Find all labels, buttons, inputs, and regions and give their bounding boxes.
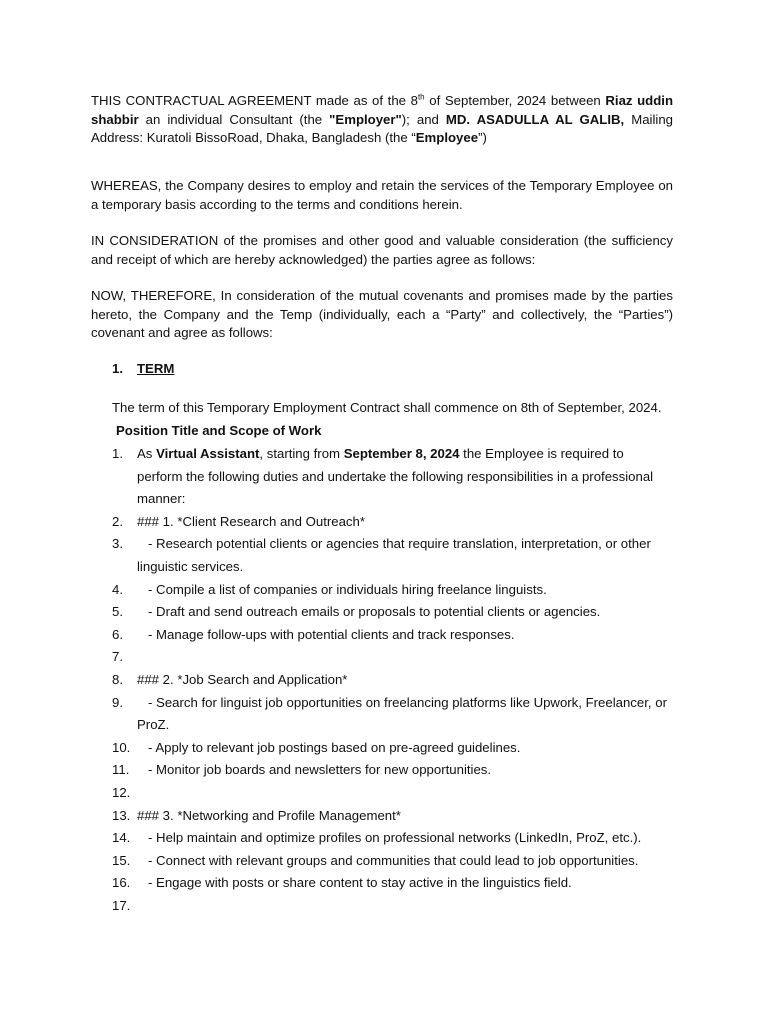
list-item-text: - Manage follow-ups with potential clients and track responses. [137,626,515,642]
list-item [112,443,672,511]
list-item-text [137,446,653,506]
ordinal-suffix: th [417,92,425,102]
list-item-number: 3. [112,536,123,552]
list-item-text: ### 3. *Networking and Profile Management* [137,807,401,823]
intro-text: of September, 2024 between [424,93,606,108]
list-item-number: 16. [112,875,131,891]
section-number: 1. [112,361,123,376]
list-item [112,646,672,669]
intro-text: Mailing Address: Kuratoli BissoRoad, Dhaka, Bangladesh (the “ [91,111,674,145]
list-item [112,759,672,782]
position-heading: Position Title and Scope of Work [116,423,322,438]
list-item-text: - Research potential clients or agencies that require translation, interpretation, or other linguistic services. [137,536,655,574]
list-item [112,579,672,602]
list-item-number: 17. [112,897,131,913]
list-item-number: 4. [112,581,123,597]
list-item [112,872,672,895]
list-item-text: - Connect with relevant groups and communities that could lead to job opportunities. [137,852,639,868]
list-item-text: - Monitor job boards and newsletters for new opportunities. [137,762,492,778]
list-item-number: 1. [112,446,123,461]
duty-text: , starting from [259,446,344,461]
list-item-number: 9. [112,694,123,710]
list-item [112,827,672,850]
list-item-text: - Compile a list of companies or individuals hiring freelance linguists. [137,581,547,597]
intro-text: ); and [401,111,446,127]
list-item [112,624,672,647]
intro-text: ”) [478,130,487,145]
employee-label: Employee [415,130,479,145]
list-item-text: - Engage with posts or share content to stay active in the linguistics field. [137,875,572,891]
list-item-text: - Draft and send outreach emails or proposals to potential clients or agencies. [137,604,601,620]
section-title: TERM [137,361,175,376]
now-therefore-paragraph: NOW, THEREFORE, In consideration of the mutual covenants and promises made by the parties hereto, the Company and the Temp (individually, each a “Party” and collectively, the “Parties”) covenant and agree as follows: [91,288,673,340]
list-item-text: - Help maintain and optimize profiles on professional networks (LinkedIn, ProZ, etc.). [137,830,642,846]
duties-list [112,443,672,917]
list-item-number: 10. [112,739,131,755]
list-item-number: 8. [112,671,123,687]
duty-text: As [137,446,157,461]
list-item [112,601,672,624]
list-item [112,782,672,805]
duty-text: the Employee is required to perform the following duties and undertake the following responsibilities in a professional manner: [137,446,654,507]
list-item [112,850,672,873]
employee-name: MD. ASADULLA AL GALIB, [445,111,625,127]
list-item-text: ### 2. *Job Search and Application* [137,671,348,687]
list-item-number: 11. [112,762,130,778]
list-item-text: ### 1. *Client Research and Outreach* [137,513,365,529]
intro-text: an individual Consultant (the [138,111,330,127]
list-item-number: 14. [112,830,131,846]
list-item-number: 5. [112,604,123,620]
list-item-number: 15. [112,852,131,868]
role-title: Virtual Assistant [156,446,260,461]
list-item [112,669,672,692]
section-heading-term [112,360,174,378]
list-item [112,511,672,534]
list-item-number: 2. [112,513,123,529]
start-date: September 8, 2024 [343,446,460,461]
employer-name: Riaz uddin shabbir [91,93,673,127]
list-item-text: - Search for linguist job opportunities on freelancing platforms like Upwork, Freelancer, or ProZ. [137,694,671,733]
list-item [112,895,672,918]
list-item [112,737,672,760]
whereas-paragraph: WHEREAS, the Company desires to employ and retain the services of the Temporary Employee on a temporary basis according to the terms and conditions herein. [91,178,673,212]
list-item [112,533,672,578]
intro-text: THIS CONTRACTUAL AGREEMENT made as of the 8 [91,93,418,108]
list-item [112,805,672,828]
employer-label: "Employer" [329,111,402,127]
list-item [112,692,672,737]
list-item-number: 12. [112,784,131,800]
intro-paragraph [91,92,673,148]
term-paragraph: The term of this Temporary Employment Contract shall commence on 8th of September, 2024. [112,400,662,415]
list-item-text: - Apply to relevant job postings based on pre-agreed guidelines. [137,739,521,755]
consideration-paragraph: IN CONSIDERATION of the promises and other good and valuable consideration (the sufficiency and receipt of which are hereby acknowledged) the parties agree as follows: [91,233,673,267]
list-item-number: 6. [112,626,123,642]
list-item-number: 13. [112,807,131,823]
list-item-number: 7. [112,649,123,665]
